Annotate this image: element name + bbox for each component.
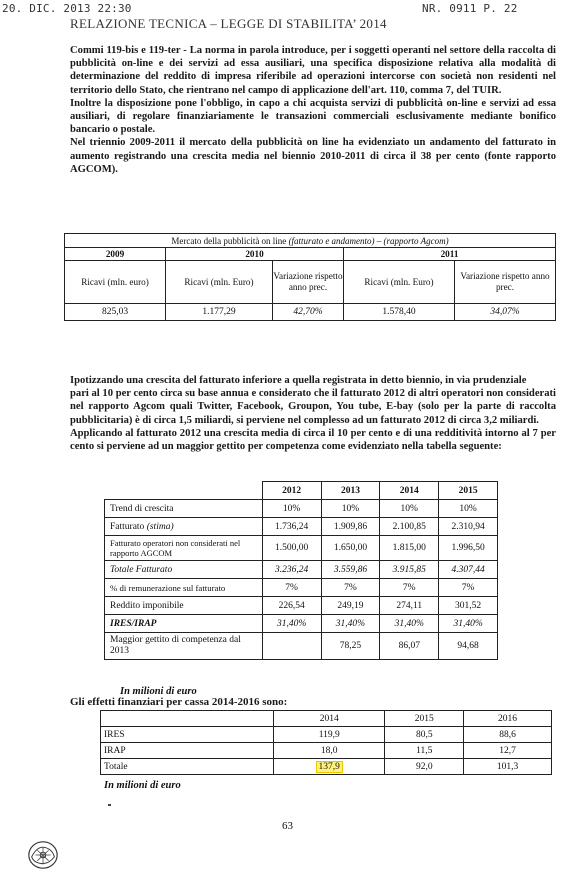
fax-header-page: NR. 0911 P. 22 (422, 2, 518, 15)
cell: 88,6 (464, 727, 552, 743)
cell: 31,40% (321, 615, 380, 633)
row-label: Maggior gettito di competenza dal 2013 (105, 633, 263, 660)
cell: 3.236,24 (262, 561, 321, 579)
value-cell: 1.578,40 (344, 304, 455, 321)
row-label: Trend di crescita (105, 500, 263, 518)
cell: 18,0 (274, 743, 385, 759)
cell: 3.559,86 (321, 561, 380, 579)
projection-table (104, 481, 498, 660)
paragraph-obbligo: Inoltre la disposizione pone l'obbligo, in capo a chi acquista servizi di pubblicità on-line e servizi ad essa ausiliari, di regolare finanziariamente le transazioni commerciali esclusivamente mediante bonifico bancario o postale. (70, 97, 556, 136)
cell (274, 759, 385, 775)
cell: 1.996,50 (439, 536, 498, 561)
scan-speck (108, 804, 111, 806)
paragraph-commi: Commi 119-bis e 119-ter - La norma in parola introduce, per i soggetti operanti nel settore della raccolta di pubblicità on-line e dei servizi ad essa ausiliari, una specifica disposizione relativa alla modalità di determinazione del reddito di impresa riferibile ad operazioni intercorse con società non residenti nel territorio dello Stato, che rientrano nel campo di applicazione dell'art. 110, comma 7, del TUIR. (70, 45, 556, 96)
unit-note: In milioni di euro (120, 686, 197, 697)
table-row (105, 597, 498, 615)
table-row (101, 743, 552, 759)
value-cell: 42,70% (273, 304, 344, 321)
col-header: Variazione rispetto anno prec. (455, 261, 556, 304)
cell: 31,40% (262, 615, 321, 633)
cell: 10% (439, 500, 498, 518)
cell: 274,11 (380, 597, 439, 615)
cell: 301,52 (439, 597, 498, 615)
cell: 1.815,00 (380, 536, 439, 561)
cell: 86,07 (380, 633, 439, 660)
cell: 1.650,00 (321, 536, 380, 561)
row-label: Fatturato (stima) (105, 518, 263, 536)
cell: 7% (439, 579, 498, 597)
empty-corner (105, 482, 263, 500)
cell: 11,5 (385, 743, 464, 759)
table-row (105, 633, 498, 660)
cash-intro: Gli effetti finanziari per cassa 2014-2016 sono: (70, 696, 288, 708)
year-2009: 2009 (65, 248, 166, 261)
col-header: Ricavi (mln. Euro) (344, 261, 455, 304)
page-number: 63 (282, 820, 293, 832)
cell: 101,3 (464, 759, 552, 775)
cell: 7% (321, 579, 380, 597)
cell: 10% (380, 500, 439, 518)
row-label: % di remunerazione sul fatturato (105, 579, 263, 597)
value-cell: 34,07% (455, 304, 556, 321)
cell: 4.307,44 (439, 561, 498, 579)
cell: 3.915,85 (380, 561, 439, 579)
table-row (105, 561, 498, 579)
paragraph-applicando: Applicando al fatturato 2012 una crescita media di circa il 10 per cento e di una redditività intorno al 7 per cento si perviene ad un maggior gettito per competenza come evidenziato nella tabella seguente: (70, 427, 556, 453)
cell: 119,9 (274, 727, 385, 743)
year-header: 2013 (321, 482, 380, 500)
cell: 94,68 (439, 633, 498, 660)
intro-paragraphs (70, 44, 556, 176)
year-header: 2016 (464, 711, 552, 727)
value-cell: 825,03 (65, 304, 166, 321)
cell: 10% (262, 500, 321, 518)
col-header: Ricavi (mln. Euro) (166, 261, 273, 304)
year-header: 2015 (439, 482, 498, 500)
market-table (64, 233, 556, 321)
cell: 7% (380, 579, 439, 597)
year-header: 2014 (274, 711, 385, 727)
row-label: Reddito imponibile (105, 597, 263, 615)
paragraph-pari: pari al 10 per cento circa su base annua e considerato che il fatturato 2012 di altri operatori non considerati nel rapporto Agcom quali Twitter, Facebook, Groupon, You tube, E-bay (solo per la parte di raccolta pubblicitaria) è di circa 1,5 miliardi, si perviene nel complesso ad un fatturato 2012 di circa 3,2 miliardi. (70, 388, 556, 426)
cell: 92,0 (385, 759, 464, 775)
table-row (105, 536, 498, 561)
row-label: IRAP (101, 743, 274, 759)
table-row (105, 518, 498, 536)
year-header: 2014 (380, 482, 439, 500)
paragraph-triennio: Nel triennio 2009-2011 il mercato della pubblicità on line ha evidenziato un andamento del fatturato in aumento registrando una crescita media nel biennio 2010-2011 di circa il 38 per cento (fonte rapporto AGCOM). (70, 137, 556, 175)
cell: 2.310,94 (439, 518, 498, 536)
cash-table (100, 710, 552, 775)
document-header: RELAZIONE TECNICA – LEGGE DI STABILITA’ 2014 (70, 16, 387, 31)
year-2010: 2010 (166, 248, 344, 261)
cell (262, 633, 321, 660)
table-row (101, 759, 552, 775)
row-label: IRES/IRAP (105, 615, 263, 633)
cell: 2.100,85 (380, 518, 439, 536)
cell: 1.736,24 (262, 518, 321, 536)
paragraph-ipotizzando: Ipotizzando una crescita del fatturato inferiore a quella registrata in detto biennio, in via prudenziale (70, 375, 527, 386)
market-table-caption: Mercato della pubblicità on line (fatturato e andamento) – (rapporto Agcom) (65, 234, 556, 248)
unit-note: In milioni di euro (104, 780, 181, 791)
cell: 10% (321, 500, 380, 518)
cell: 226,54 (262, 597, 321, 615)
cell: 78,25 (321, 633, 380, 660)
table-row (101, 727, 552, 743)
cell: 12,7 (464, 743, 552, 759)
projection-paragraphs (70, 374, 556, 453)
table-row (105, 500, 498, 518)
col-header: Variazione rispetto anno prec. (273, 261, 344, 304)
row-label: Fatturato operatori non considerati nel rapporto AGCOM (105, 536, 263, 561)
cell: 1.500,00 (262, 536, 321, 561)
emblem-icon (24, 838, 62, 872)
year-header: 2012 (262, 482, 321, 500)
table-row (105, 615, 498, 633)
cell: 7% (262, 579, 321, 597)
row-label: Totale (101, 759, 274, 775)
fax-header-date: 20. DIC. 2013 22:30 (2, 2, 132, 15)
cell: 1.909,86 (321, 518, 380, 536)
cell: 249,19 (321, 597, 380, 615)
cell: 80,5 (385, 727, 464, 743)
year-header: 2015 (385, 711, 464, 727)
cell: 31,40% (380, 615, 439, 633)
empty-corner (101, 711, 274, 727)
table-row (105, 579, 498, 597)
col-header: Ricavi (mln. euro) (65, 261, 166, 304)
highlighted-total: 137,9 (316, 761, 343, 773)
cell: 31,40% (439, 615, 498, 633)
row-label: IRES (101, 727, 274, 743)
row-label: Totale Fatturato (105, 561, 263, 579)
value-cell: 1.177,29 (166, 304, 273, 321)
year-2011: 2011 (344, 248, 556, 261)
